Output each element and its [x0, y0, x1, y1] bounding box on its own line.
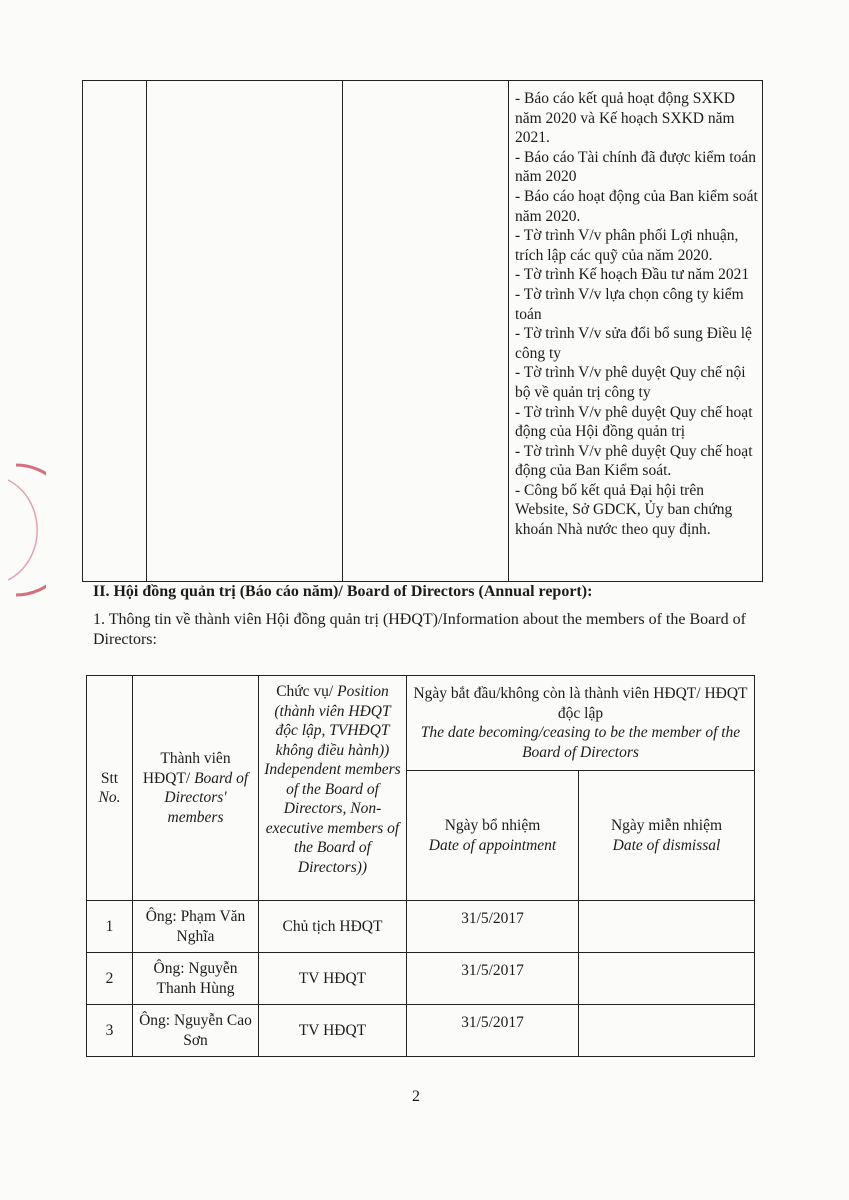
header-dismiss-en: Date of dismissal: [612, 836, 721, 854]
row-name: Ông: Phạm Văn Nghĩa: [133, 901, 259, 953]
row-no: 3: [87, 1005, 133, 1057]
header-stt-vi: Stt: [100, 769, 119, 787]
empty-cell: [343, 81, 509, 582]
empty-cell: [83, 81, 147, 582]
row-position: Chủ tịch HĐQT: [259, 901, 407, 953]
header-dismiss-vi: Ngày miễn nhiệm: [610, 817, 723, 834]
empty-cell: [147, 81, 343, 582]
row-appointed: 31/5/2017: [407, 953, 579, 1005]
page-number: 2: [412, 1088, 420, 1105]
header-position-en: Position: [337, 683, 389, 700]
header-date-en: The date becoming/ceasing to be the member of the Board of Directors: [420, 724, 741, 761]
board-members-table: [86, 675, 755, 1057]
header-position-note-en: Independent members of the Board of Directors, Non-executive members of the Board of Directors)): [264, 761, 401, 876]
header-member: [133, 676, 259, 901]
agenda-continuation-table: [82, 80, 763, 582]
agenda-item: - Tờ trình V/v phê duyệt Quy chế nội bộ về quản trị công ty: [515, 364, 746, 401]
row-dismissed: [579, 1005, 755, 1057]
header-appointment: [407, 771, 579, 901]
header-dismissal: [579, 771, 755, 901]
header-appoint-vi: Ngày bổ nhiệm: [444, 817, 541, 834]
row-position: TV HĐQT: [259, 1005, 407, 1057]
header-stt-en: No.: [98, 789, 121, 806]
agenda-item: - Tờ trình Kế hoạch Đầu tư năm 2021: [515, 266, 750, 284]
agenda-item: - Tờ trình V/v phân phối Lợi nhuận, trích lập các quỹ của năm 2020.: [515, 227, 739, 264]
agenda-item: - Báo cáo kết quả hoạt động SXKD năm 2020 và Kế hoạch SXKD năm 2021.: [515, 90, 735, 147]
row-dismissed: [579, 953, 755, 1005]
agenda-list: [509, 81, 762, 540]
header-member-en: Board of Directors' members: [164, 769, 249, 826]
table-row: [87, 953, 755, 1005]
agenda-item: - Báo cáo Tài chính đã được kiểm toán năm 2020: [515, 148, 756, 186]
agenda-item: - Báo cáo hoạt động của Ban kiểm soát năm 2020.: [515, 187, 758, 225]
section-title: II. Hội đồng quản trị (Báo cáo năm)/ Board of Directors (Annual report):: [93, 583, 593, 600]
row-appointed: 31/5/2017: [407, 1005, 579, 1057]
header-stt: [87, 676, 133, 901]
agenda-cell: [509, 81, 763, 582]
table-row: [87, 901, 755, 953]
section-info-text: 1. Thông tin về thành viên Hội đồng quản trị (HĐQT)/Information about the members of the Board of Directors:: [93, 611, 746, 648]
row-position: TV HĐQT: [259, 953, 407, 1005]
row-name: Ông: Nguyễn Thanh Hùng: [133, 953, 259, 1005]
row-dismissed: [579, 901, 755, 953]
row-appointed: 31/5/2017: [407, 901, 579, 953]
header-date-vi: Ngày bắt đầu/không còn là thành viên HĐQT/ HĐQT độc lập: [413, 685, 748, 722]
stamp-icon: [0, 455, 46, 605]
row-name: Ông: Nguyễn Cao Sơn: [133, 1005, 259, 1057]
agenda-item: - Công bố kết quả Đại hội trên Website, Sở GDCK, Ủy ban chứng khoán Nhà nước theo quy định.: [515, 481, 733, 539]
row-no: 1: [87, 901, 133, 953]
header-position: [259, 676, 407, 901]
agenda-item: - Tờ trình V/v phê duyệt Quy chế hoạt động của Ban Kiểm soát.: [515, 442, 753, 480]
agenda-item: - Tờ trình V/v phê duyệt Quy chế hoạt động của Hội đồng quản trị: [515, 403, 753, 441]
agenda-item: - Tờ trình V/v sửa đổi bổ sung Điều lệ công ty: [515, 325, 752, 362]
header-date: [407, 676, 755, 771]
row-no: 2: [87, 953, 133, 1005]
header-appoint-en: Date of appointment: [428, 836, 557, 854]
header-position-vi: Chức vụ/: [276, 683, 334, 700]
agenda-item: - Tờ trình V/v lựa chọn công ty kiểm toán: [515, 285, 744, 323]
header-member-vi: Thành viên HĐQT/: [142, 750, 231, 787]
header-position-note: (thành viên HĐQT độc lập, TVHĐQT không điều hành)): [274, 702, 391, 759]
table-row: [87, 1005, 755, 1057]
